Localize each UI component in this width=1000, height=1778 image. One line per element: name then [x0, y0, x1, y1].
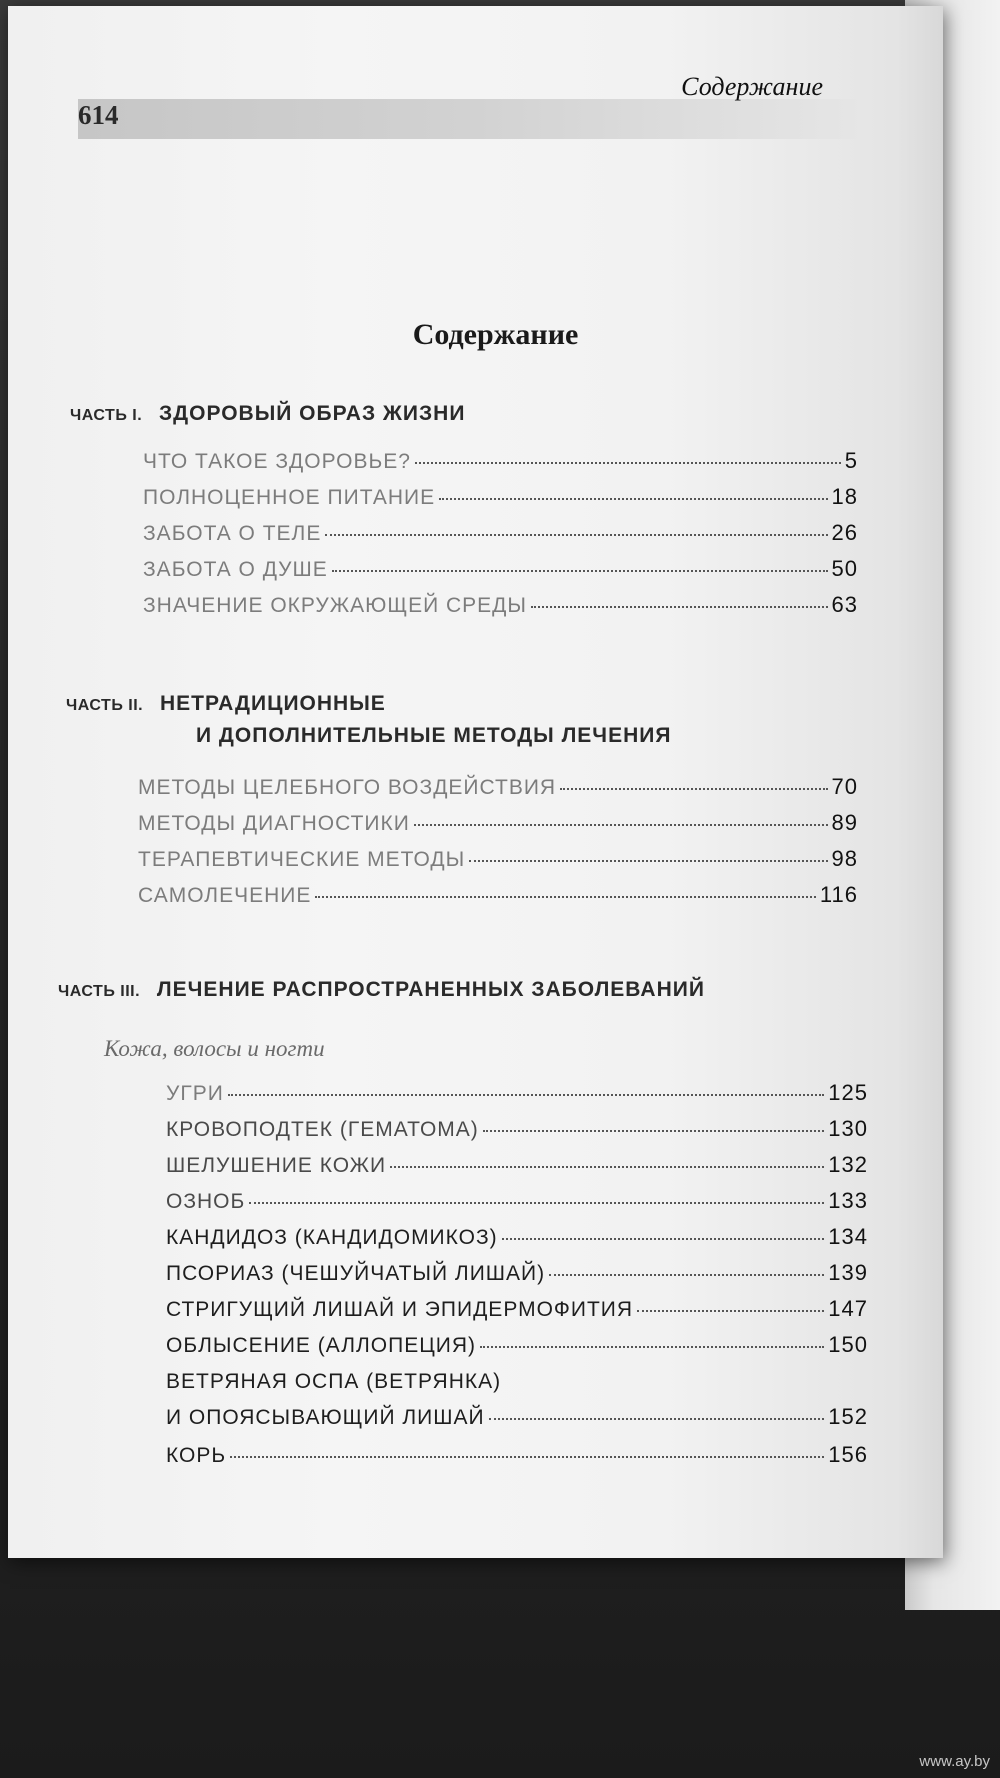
toc-entry[interactable]	[166, 1116, 868, 1146]
toc-entry[interactable]	[143, 520, 858, 550]
toc-entry[interactable]	[143, 556, 858, 586]
entry-page: 89	[831, 810, 858, 835]
part-1-title: ЗДОРОВЫЙ ОБРАЗ ЖИЗНИ	[159, 402, 466, 425]
dot-leader	[480, 1346, 824, 1348]
entry-label: ЗНАЧЕНИЕ ОКРУЖАЮЩЕЙ СРЕДЫ	[143, 594, 527, 617]
entry-page: 5	[844, 448, 858, 473]
entry-page: 18	[831, 484, 858, 509]
part-3-heading	[58, 972, 705, 1010]
toc-entry[interactable]	[166, 1442, 868, 1472]
entry-page: 150	[828, 1332, 868, 1357]
entry-label: КАНДИДОЗ (КАНДИДОМИКОЗ)	[166, 1226, 498, 1249]
entry-label: МЕТОДЫ ЦЕЛЕБНОГО ВОЗДЕЙСТВИЯ	[138, 776, 557, 799]
entry-label: ПСОРИАЗ (ЧЕШУЙЧАТЫЙ ЛИШАЙ)	[166, 1262, 546, 1285]
entry-page: 132	[828, 1152, 868, 1177]
toc-entry[interactable]	[138, 810, 858, 840]
dot-leader	[249, 1202, 824, 1204]
part-1-heading	[70, 396, 465, 434]
toc-entry[interactable]	[166, 1152, 868, 1182]
dot-leader	[332, 570, 828, 572]
toc-entry[interactable]	[143, 592, 858, 622]
entry-label: ЗАБОТА О ТЕЛЕ	[143, 522, 322, 545]
entry-page: 116	[819, 882, 858, 907]
entry-label: КОРЬ	[166, 1444, 227, 1467]
dot-leader	[489, 1418, 825, 1420]
entry-label: ОЗНОБ	[166, 1190, 246, 1213]
toc-entry[interactable]	[138, 846, 858, 876]
toc-entry[interactable]	[143, 484, 858, 514]
part-3-title: ЛЕЧЕНИЕ РАСПРОСТРАНЕННЫХ ЗАБОЛЕВАНИЙ	[156, 978, 705, 1001]
part-3-number: ЧАСТЬ III.	[58, 983, 141, 1000]
dot-leader	[560, 788, 827, 790]
entry-page: 50	[831, 556, 858, 581]
entry-label-line2: И ОПОЯСЫВАЮЩИЙ ЛИШАЙ	[166, 1406, 485, 1429]
toc-title: Содержание	[412, 318, 579, 351]
entry-page: 134	[828, 1224, 868, 1249]
entry-page: 26	[831, 520, 858, 545]
dot-leader	[228, 1094, 824, 1096]
book-page	[8, 6, 943, 1558]
dot-leader	[469, 860, 827, 862]
dot-leader	[483, 1130, 824, 1132]
entry-page: 125	[828, 1080, 868, 1105]
toc-entry[interactable]	[166, 1404, 868, 1434]
toc-entry[interactable]	[138, 882, 858, 912]
entry-label: ЗАБОТА О ДУШЕ	[143, 558, 328, 581]
entry-label: ЧТО ТАКОЕ ЗДОРОВЬЕ?	[143, 450, 411, 473]
dot-leader	[315, 896, 816, 898]
toc-entry[interactable]	[166, 1260, 868, 1290]
dot-leader	[439, 498, 827, 500]
entry-label: САМОЛЕЧЕНИЕ	[138, 884, 312, 907]
running-head: Содержание	[681, 72, 823, 101]
entry-page: 98	[831, 846, 858, 871]
entry-label: ОБЛЫСЕНИЕ (АЛЛОПЕЦИЯ)	[166, 1334, 477, 1357]
toc-entry[interactable]	[166, 1296, 868, 1326]
entry-label: ТЕРАПЕВТИЧЕСКИЕ МЕТОДЫ	[138, 848, 466, 871]
entry-page: 133	[828, 1188, 868, 1213]
dot-leader	[325, 534, 827, 536]
dot-leader	[549, 1274, 824, 1276]
dot-leader	[414, 824, 828, 826]
entry-page: 152	[828, 1404, 868, 1429]
entry-page: 70	[831, 774, 858, 799]
entry-label: СТРИГУЩИЙ ЛИШАЙ И ЭПИДЕРМОФИТИЯ	[166, 1298, 634, 1321]
entry-label: КРОВОПОДТЕК (ГЕМАТОМА)	[166, 1118, 479, 1141]
toc-entry[interactable]	[166, 1188, 868, 1218]
toc-entry[interactable]	[166, 1332, 868, 1362]
toc-entry[interactable]	[138, 774, 858, 804]
entry-label-line1: ВЕТРЯНАЯ ОСПА (ВЕТРЯНКА)	[166, 1370, 502, 1393]
toc-entry[interactable]	[143, 448, 858, 478]
entry-page: 139	[828, 1260, 868, 1285]
toc-entry[interactable]	[166, 1224, 868, 1254]
part-1-number: ЧАСТЬ I.	[70, 407, 143, 424]
dot-leader	[390, 1166, 824, 1168]
toc-entry[interactable]	[166, 1080, 868, 1110]
part-2-title: НЕТРАДИЦИОННЫЕ	[159, 692, 386, 715]
entry-page: 130	[828, 1116, 868, 1141]
dot-leader	[531, 606, 828, 608]
entry-page: 147	[828, 1296, 868, 1321]
header-band	[78, 99, 868, 139]
chapter-heading: Кожа, волосы и ногти	[104, 1036, 325, 1061]
entry-label: МЕТОДЫ ДИАГНОСТИКИ	[138, 812, 410, 835]
part-2-number: ЧАСТЬ II.	[66, 697, 144, 714]
page-number: 614	[78, 100, 119, 130]
entry-page: 63	[831, 592, 858, 617]
entry-page: 156	[828, 1442, 868, 1467]
dot-leader	[230, 1456, 824, 1458]
part-2-heading	[66, 686, 386, 724]
watermark: www.ay.by	[919, 1753, 990, 1770]
entry-label: ШЕЛУШЕНИЕ КОЖИ	[166, 1154, 387, 1177]
dot-leader	[637, 1310, 824, 1312]
dot-leader	[502, 1238, 825, 1240]
entry-label: ПОЛНОЦЕННОЕ ПИТАНИЕ	[143, 486, 436, 509]
part-2-title-line2: И ДОПОЛНИТЕЛЬНЫЕ МЕТОДЫ ЛЕЧЕНИЯ	[196, 724, 672, 747]
dot-leader	[415, 462, 841, 464]
entry-label: УГРИ	[166, 1082, 224, 1105]
